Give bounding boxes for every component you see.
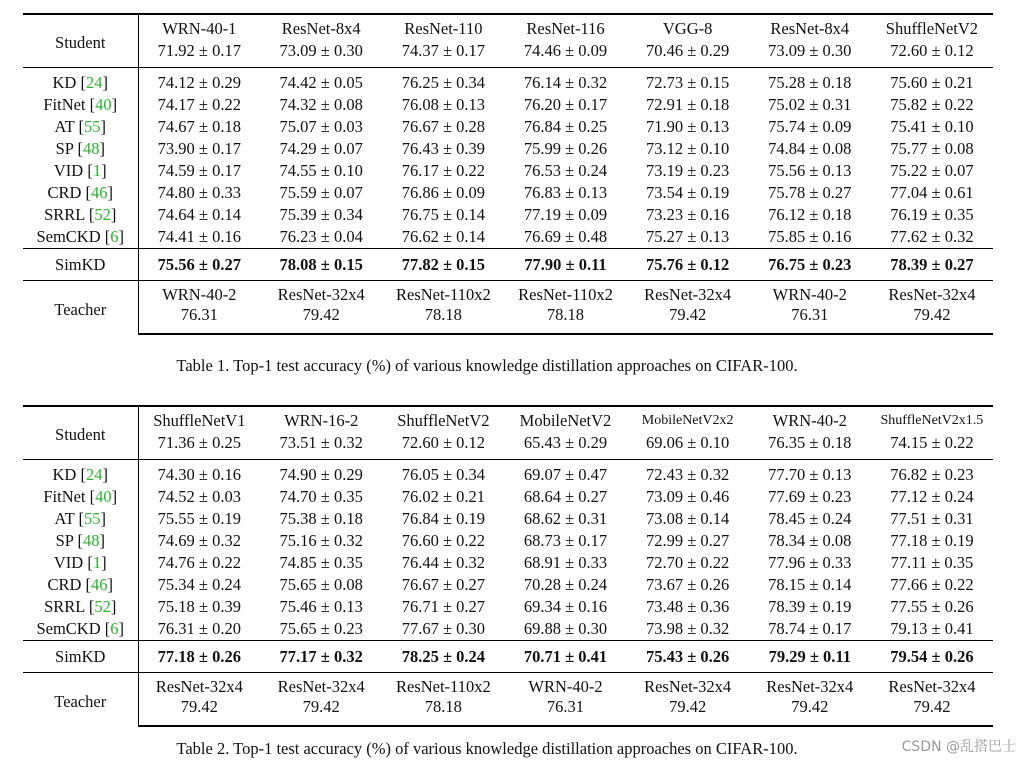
- method-value: 77.62 ± 0.32: [890, 227, 974, 246]
- method-row: [23, 486, 993, 508]
- simkd-value: 77.17 ± 0.32: [260, 641, 382, 673]
- method-value: 75.16 ± 0.32: [279, 531, 363, 550]
- teacher-accuracy: 79.42: [871, 305, 993, 334]
- citation-link: 46: [91, 183, 108, 202]
- teacher-label: Teacher: [23, 673, 138, 727]
- method-value: 77.66 ± 0.22: [890, 575, 974, 594]
- method-value: 76.53 ± 0.24: [523, 161, 608, 180]
- method-value: 77.04 ± 0.61: [890, 183, 974, 202]
- method-row: [23, 94, 993, 116]
- method-value: 75.07 ± 0.03: [279, 117, 363, 136]
- student-accuracy: 74.37 ± 0.17: [401, 41, 485, 60]
- table-2: [23, 405, 993, 727]
- table2-grid: [23, 405, 993, 727]
- method-value: 72.99 ± 0.27: [645, 531, 730, 550]
- method-value: 75.41 ± 0.10: [890, 117, 974, 136]
- student-name: WRN-40-2: [749, 406, 871, 432]
- method-label: SemCKD: [36, 619, 101, 638]
- simkd-label: SimKD: [23, 641, 138, 673]
- citation-link: 55: [84, 117, 101, 136]
- method-label: SRRL: [44, 205, 85, 224]
- method-value: 74.12 ± 0.29: [138, 68, 260, 95]
- method-label: SRRL: [44, 597, 85, 616]
- teacher-name: ResNet-110x2: [504, 281, 626, 306]
- method-value: 77.12 ± 0.24: [890, 487, 974, 506]
- method-value: 76.84 ± 0.19: [401, 509, 485, 528]
- method-value: 79.13 ± 0.41: [890, 619, 974, 638]
- method-value: 75.99 ± 0.26: [523, 139, 608, 158]
- method-row: [23, 226, 993, 249]
- method-value: 77.69 ± 0.23: [768, 487, 852, 506]
- teacher-accuracy: 78.18: [382, 305, 504, 334]
- method-value: 75.46 ± 0.13: [279, 597, 363, 616]
- method-value: 77.96 ± 0.33: [768, 553, 852, 572]
- method-value: 73.48 ± 0.36: [645, 597, 730, 616]
- student-accuracy: 65.43 ± 0.29: [523, 433, 608, 452]
- method-value: 75.85 ± 0.16: [768, 227, 852, 246]
- method-value: 76.84 ± 0.25: [523, 117, 608, 136]
- method-value: 77.18 ± 0.19: [890, 531, 974, 550]
- citation-link: 24: [85, 465, 103, 484]
- method-value: 74.70 ± 0.35: [279, 487, 363, 506]
- teacher-accuracy: 76.31: [749, 305, 871, 334]
- teacher-name: ResNet-32x4: [871, 673, 993, 698]
- method-value: 78.34 ± 0.08: [768, 531, 852, 550]
- method-value: 75.56 ± 0.13: [768, 161, 852, 180]
- method-name: SRRL [52]: [23, 204, 138, 226]
- teacher-name: WRN-40-2: [749, 281, 871, 306]
- method-value: 74.52 ± 0.03: [157, 487, 241, 506]
- method-value: 75.78 ± 0.27: [768, 183, 852, 202]
- method-value: 77.55 ± 0.26: [890, 597, 974, 616]
- method-value: 76.23 ± 0.04: [279, 227, 363, 246]
- method-value: 77.51 ± 0.31: [890, 509, 974, 528]
- student-name: ShuffleNetV1: [138, 406, 260, 432]
- method-label: FitNet: [43, 487, 86, 506]
- citation-link: 6: [110, 227, 119, 246]
- method-value: 76.31 ± 0.20: [157, 619, 241, 638]
- method-label: KD: [52, 465, 77, 484]
- method-value: 76.83 ± 0.13: [523, 183, 608, 202]
- watermark: CSDN @乱搭巴士: [901, 739, 1016, 755]
- method-row: [23, 204, 993, 226]
- teacher-accuracy: 76.31: [138, 305, 260, 334]
- method-value: 76.71 ± 0.27: [401, 597, 485, 616]
- method-value: 76.67 ± 0.27: [401, 575, 485, 594]
- method-label: SP: [55, 531, 74, 550]
- method-row: [23, 508, 993, 530]
- method-value: 74.17 ± 0.22: [157, 95, 241, 114]
- method-value: 75.02 ± 0.31: [768, 95, 852, 114]
- teacher-accuracy: 79.42: [260, 305, 382, 334]
- method-value: 75.59 ± 0.07: [279, 183, 363, 202]
- teacher-accuracy: 79.42: [749, 697, 871, 726]
- method-value: 75.28 ± 0.18: [749, 68, 871, 95]
- method-name: VID [1]: [23, 160, 138, 182]
- student-name: VGG-8: [627, 14, 749, 40]
- teacher-accuracy: 79.42: [627, 305, 749, 334]
- method-value: 70.28 ± 0.24: [523, 575, 608, 594]
- method-name: KD [24]: [23, 460, 138, 487]
- method-value: 75.65 ± 0.08: [279, 575, 363, 594]
- method-value: 72.43 ± 0.32: [627, 460, 749, 487]
- teacher-name: ResNet-32x4: [260, 673, 382, 698]
- method-value: 69.34 ± 0.16: [523, 597, 608, 616]
- method-value: 76.05 ± 0.34: [382, 460, 504, 487]
- method-value: 76.20 ± 0.17: [523, 95, 608, 114]
- method-name: CRD [46]: [23, 182, 138, 204]
- method-value: 74.29 ± 0.07: [279, 139, 363, 158]
- teacher-accuracy: 78.18: [382, 697, 504, 726]
- method-value: 75.27 ± 0.13: [645, 227, 730, 246]
- teacher-name: WRN-40-2: [504, 673, 626, 698]
- method-value: 68.64 ± 0.27: [523, 487, 608, 506]
- method-value: 68.91 ± 0.33: [523, 553, 608, 572]
- method-value: 74.76 ± 0.22: [157, 553, 241, 572]
- method-value: 74.69 ± 0.32: [157, 531, 241, 550]
- method-label: VID: [53, 553, 84, 572]
- method-value: 69.07 ± 0.47: [504, 460, 626, 487]
- simkd-value: 75.76 ± 0.12: [627, 249, 749, 281]
- method-value: 76.62 ± 0.14: [401, 227, 485, 246]
- simkd-row: [23, 249, 993, 281]
- teacher-name: ResNet-32x4: [627, 673, 749, 698]
- method-name: VID [1]: [23, 552, 138, 574]
- simkd-row: [23, 641, 993, 673]
- method-row: [23, 552, 993, 574]
- simkd-label: SimKD: [23, 249, 138, 281]
- method-value: 76.19 ± 0.35: [890, 205, 974, 224]
- teacher-name: ResNet-110x2: [382, 673, 504, 698]
- student-name: ResNet-116: [504, 14, 626, 40]
- method-value: 72.91 ± 0.18: [645, 95, 730, 114]
- citation-link: 6: [110, 619, 119, 638]
- method-value: 76.02 ± 0.21: [401, 487, 485, 506]
- method-value: 77.70 ± 0.13: [749, 460, 871, 487]
- citation-link: 48: [82, 139, 100, 158]
- method-value: 77.11 ± 0.35: [890, 553, 974, 572]
- student-name: ShuffleNetV2x1.5: [871, 406, 993, 432]
- citation-link: 24: [85, 73, 103, 92]
- simkd-value: 79.29 ± 0.11: [749, 641, 871, 673]
- teacher-accuracy: 79.42: [260, 697, 382, 726]
- citation-link: 1: [92, 553, 102, 572]
- method-value: 78.45 ± 0.24: [768, 509, 852, 528]
- method-value: 74.42 ± 0.05: [260, 68, 382, 95]
- method-label: FitNet: [43, 95, 86, 114]
- method-value: 68.62 ± 0.31: [523, 509, 608, 528]
- method-value: 73.23 ± 0.16: [645, 205, 730, 224]
- method-value: 76.86 ± 0.09: [401, 183, 485, 202]
- student-name: MobileNetV2x2: [627, 406, 749, 432]
- citation-link: 40: [95, 95, 112, 114]
- method-row: [23, 460, 993, 487]
- citation-link: 46: [91, 575, 108, 594]
- method-row: [23, 574, 993, 596]
- teacher-accuracy: 79.42: [627, 697, 749, 726]
- teacher-name: ResNet-110x2: [382, 281, 504, 306]
- method-value: 75.34 ± 0.24: [157, 575, 241, 594]
- method-name: KD [24]: [23, 68, 138, 95]
- method-value: 71.90 ± 0.13: [645, 117, 730, 136]
- simkd-value: 77.90 ± 0.11: [504, 249, 626, 281]
- method-label: VID: [53, 161, 84, 180]
- student-accuracy: 73.51 ± 0.32: [279, 433, 363, 452]
- method-value: 76.12 ± 0.18: [768, 205, 852, 224]
- method-value: 74.85 ± 0.35: [279, 553, 363, 572]
- method-row: [23, 116, 993, 138]
- method-name: SP [48]: [23, 138, 138, 160]
- method-row: [23, 138, 993, 160]
- method-value: 75.60 ± 0.21: [871, 68, 993, 95]
- method-name: SRRL [52]: [23, 596, 138, 618]
- method-name: FitNet [40]: [23, 94, 138, 116]
- method-name: FitNet [40]: [23, 486, 138, 508]
- method-value: 74.80 ± 0.33: [157, 183, 241, 202]
- method-label: CRD: [47, 575, 82, 594]
- method-value: 74.32 ± 0.08: [279, 95, 363, 114]
- method-value: 74.64 ± 0.14: [157, 205, 241, 224]
- method-value: 73.67 ± 0.26: [645, 575, 730, 594]
- method-name: SemCKD [6]: [23, 226, 138, 249]
- method-value: 75.65 ± 0.23: [279, 619, 363, 638]
- student-accuracy: 71.92 ± 0.17: [157, 41, 241, 60]
- method-row: [23, 596, 993, 618]
- student-name: ResNet-8x4: [749, 14, 871, 40]
- method-row: [23, 160, 993, 182]
- method-value: 77.19 ± 0.09: [523, 205, 608, 224]
- teacher-name: ResNet-32x4: [871, 281, 993, 306]
- method-value: 76.14 ± 0.32: [504, 68, 626, 95]
- method-value: 76.43 ± 0.39: [401, 139, 485, 158]
- method-value: 73.90 ± 0.17: [157, 139, 241, 158]
- method-label: SP: [55, 139, 74, 158]
- student-accuracy: 72.60 ± 0.12: [401, 433, 485, 452]
- student-accuracy: 71.36 ± 0.25: [157, 433, 241, 452]
- method-value: 74.67 ± 0.18: [157, 117, 241, 136]
- method-value: 75.38 ± 0.18: [279, 509, 363, 528]
- method-value: 73.08 ± 0.14: [645, 509, 730, 528]
- simkd-value: 78.08 ± 0.15: [260, 249, 382, 281]
- teacher-label: Teacher: [23, 281, 138, 335]
- citation-link: 40: [95, 487, 112, 506]
- method-value: 76.60 ± 0.22: [401, 531, 485, 550]
- student-name: WRN-16-2: [260, 406, 382, 432]
- student-accuracy: 76.35 ± 0.18: [768, 433, 852, 452]
- method-row: [23, 618, 993, 641]
- student-name: ResNet-8x4: [260, 14, 382, 40]
- method-value: 74.90 ± 0.29: [260, 460, 382, 487]
- method-value: 75.55 ± 0.19: [157, 509, 241, 528]
- method-name: AT [55]: [23, 508, 138, 530]
- simkd-value: 77.82 ± 0.15: [382, 249, 504, 281]
- method-value: 75.82 ± 0.22: [890, 95, 974, 114]
- method-value: 73.12 ± 0.10: [645, 139, 730, 158]
- method-label: KD: [52, 73, 77, 92]
- method-value: 72.70 ± 0.22: [645, 553, 730, 572]
- citation-link: 52: [94, 597, 111, 616]
- simkd-value: 77.18 ± 0.26: [138, 641, 260, 673]
- student-name: WRN-40-1: [138, 14, 260, 40]
- simkd-value: 78.39 ± 0.27: [871, 249, 993, 281]
- table-2-caption: Table 2. Top-1 test accuracy (%) of various knowledge distillation approaches on CIFAR-100.: [176, 739, 798, 758]
- simkd-value: 79.54 ± 0.26: [871, 641, 993, 673]
- method-value: 75.77 ± 0.08: [890, 139, 974, 158]
- method-value: 68.73 ± 0.17: [523, 531, 608, 550]
- teacher-name: WRN-40-2: [138, 281, 260, 306]
- method-value: 76.44 ± 0.32: [401, 553, 485, 572]
- method-row: [23, 530, 993, 552]
- citation-link: 48: [82, 531, 100, 550]
- teacher-name: ResNet-32x4: [749, 673, 871, 698]
- teacher-name: ResNet-32x4: [260, 281, 382, 306]
- method-value: 74.84 ± 0.08: [768, 139, 852, 158]
- method-value: 73.19 ± 0.23: [645, 161, 730, 180]
- method-name: SP [48]: [23, 530, 138, 552]
- teacher-name: ResNet-32x4: [138, 673, 260, 698]
- simkd-value: 76.75 ± 0.23: [749, 249, 871, 281]
- method-value: 77.67 ± 0.30: [401, 619, 485, 638]
- student-name: ShuffleNetV2: [382, 406, 504, 432]
- teacher-accuracy: 79.42: [138, 697, 260, 726]
- method-value: 76.67 ± 0.28: [401, 117, 485, 136]
- simkd-value: 75.43 ± 0.26: [627, 641, 749, 673]
- method-value: 69.88 ± 0.30: [523, 619, 608, 638]
- student-accuracy: 72.60 ± 0.12: [890, 41, 974, 60]
- method-label: CRD: [47, 183, 82, 202]
- method-row: [23, 182, 993, 204]
- student-name: MobileNetV2: [504, 406, 626, 432]
- teacher-accuracy: 78.18: [504, 305, 626, 334]
- student-accuracy: 73.09 ± 0.30: [279, 41, 363, 60]
- table-1: [23, 13, 993, 335]
- method-name: CRD [46]: [23, 574, 138, 596]
- method-value: 76.17 ± 0.22: [401, 161, 485, 180]
- method-value: 73.98 ± 0.32: [645, 619, 730, 638]
- teacher-name: ResNet-32x4: [627, 281, 749, 306]
- student-name: ShuffleNetV2: [871, 14, 993, 40]
- method-label: AT: [54, 509, 75, 528]
- method-value: 76.75 ± 0.14: [401, 205, 485, 224]
- student-name: ResNet-110: [382, 14, 504, 40]
- method-value: 76.69 ± 0.48: [523, 227, 608, 246]
- method-value: 74.55 ± 0.10: [279, 161, 363, 180]
- method-value: 74.41 ± 0.16: [157, 227, 241, 246]
- method-value: 78.15 ± 0.14: [768, 575, 852, 594]
- method-value: 74.30 ± 0.16: [138, 460, 260, 487]
- method-value: 72.73 ± 0.15: [627, 68, 749, 95]
- teacher-accuracy: 79.42: [871, 697, 993, 726]
- method-value: 78.39 ± 0.19: [768, 597, 852, 616]
- citation-link: 1: [92, 161, 102, 180]
- method-value: 75.18 ± 0.39: [157, 597, 241, 616]
- table-1-caption: Table 1. Top-1 test accuracy (%) of various knowledge distillation approaches on CIFAR-100.: [176, 356, 798, 375]
- simkd-value: 75.56 ± 0.27: [138, 249, 260, 281]
- method-value: 76.08 ± 0.13: [401, 95, 485, 114]
- citation-link: 55: [84, 509, 101, 528]
- table1-grid: [23, 13, 993, 335]
- student-label: Student: [23, 14, 138, 68]
- method-row: [23, 68, 993, 95]
- method-label: AT: [54, 117, 75, 136]
- method-value: 76.82 ± 0.23: [871, 460, 993, 487]
- simkd-value: 78.25 ± 0.24: [382, 641, 504, 673]
- student-accuracy: 73.09 ± 0.30: [768, 41, 852, 60]
- student-accuracy: 74.15 ± 0.22: [890, 433, 974, 452]
- method-value: 75.39 ± 0.34: [279, 205, 363, 224]
- student-accuracy: 70.46 ± 0.29: [645, 41, 730, 60]
- method-name: SemCKD [6]: [23, 618, 138, 641]
- method-value: 73.09 ± 0.46: [645, 487, 730, 506]
- student-label: Student: [23, 406, 138, 460]
- student-accuracy: 74.46 ± 0.09: [523, 41, 608, 60]
- method-name: AT [55]: [23, 116, 138, 138]
- method-label: SemCKD: [36, 227, 101, 246]
- method-value: 75.22 ± 0.07: [890, 161, 974, 180]
- method-value: 78.74 ± 0.17: [768, 619, 852, 638]
- citation-link: 52: [94, 205, 111, 224]
- method-value: 76.25 ± 0.34: [382, 68, 504, 95]
- method-value: 74.59 ± 0.17: [157, 161, 241, 180]
- method-value: 75.74 ± 0.09: [768, 117, 852, 136]
- method-value: 73.54 ± 0.19: [645, 183, 730, 202]
- simkd-value: 70.71 ± 0.41: [504, 641, 626, 673]
- student-accuracy: 69.06 ± 0.10: [645, 433, 730, 452]
- teacher-accuracy: 76.31: [504, 697, 626, 726]
